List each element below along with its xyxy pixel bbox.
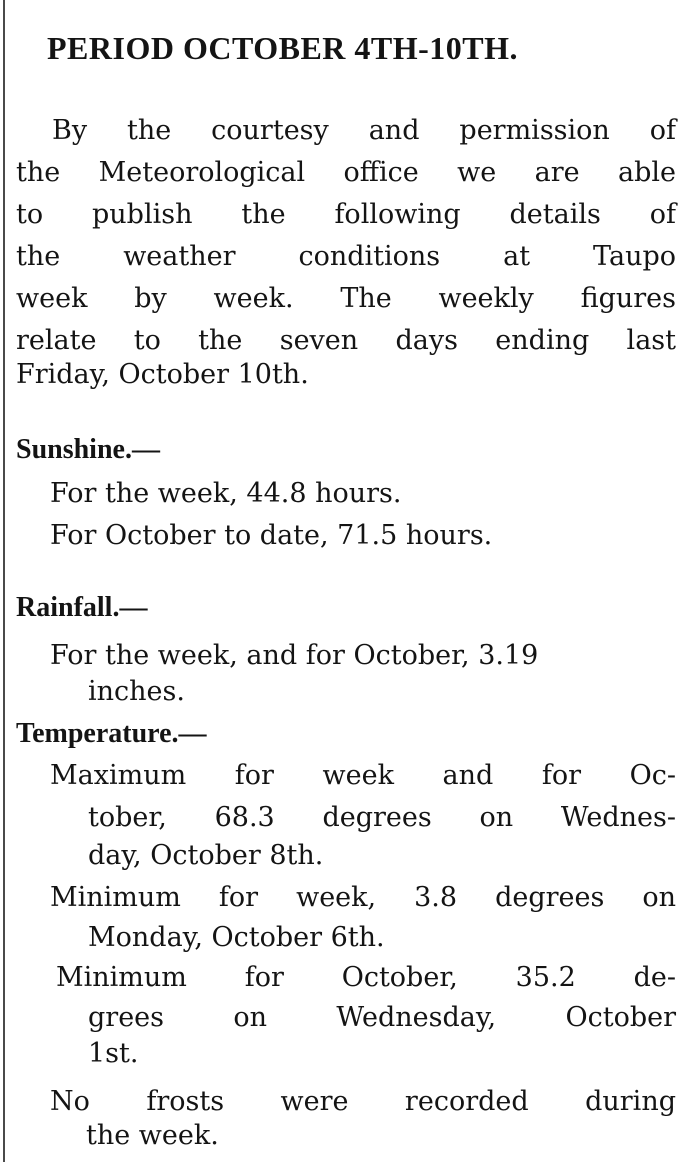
intro-line: Friday, October 10th.: [16, 359, 309, 390]
temperature-line: Monday, October 6th.: [88, 922, 385, 953]
sunshine-line: For the week, 44.8 hours.: [50, 478, 402, 509]
column-rule: [3, 0, 5, 1162]
rainfall-heading: Rainfall.—: [16, 592, 148, 623]
intro-line: to publish the following details of: [16, 199, 676, 230]
intro-line: relate to the seven days ending last: [16, 325, 676, 356]
temperature-heading: Temperature.—: [16, 718, 207, 749]
sunshine-line: For October to date, 71.5 hours.: [50, 520, 493, 551]
intro-line: By the courtesy and permission of: [52, 115, 676, 146]
temperature-line: Maximum for week and for Oc-: [50, 760, 676, 791]
rainfall-line: inches.: [88, 676, 185, 707]
temperature-line: grees on Wednesday, October: [88, 1002, 676, 1033]
temperature-line: day, October 8th.: [88, 840, 324, 871]
rainfall-line: For the week, and for October, 3.19: [50, 640, 539, 671]
intro-line: the Meteorological office we are able: [16, 157, 676, 188]
sunshine-heading: Sunshine.—: [16, 434, 160, 465]
temperature-line: tober, 68.3 degrees on Wednes-: [88, 802, 676, 833]
temperature-line: No frosts were recorded during: [50, 1086, 676, 1117]
temperature-line: 1st.: [88, 1038, 139, 1069]
intro-line: week by week. The weekly figures: [16, 283, 676, 314]
intro-line: the weather conditions at Taupo: [16, 241, 676, 272]
temperature-line: Minimum for week, 3.8 degrees on: [50, 882, 676, 913]
temperature-line: the week.: [86, 1120, 219, 1151]
headline: PERIOD OCTOBER 4TH-10TH.: [47, 30, 519, 66]
temperature-line: Minimum for October, 35.2 de-: [56, 962, 676, 993]
